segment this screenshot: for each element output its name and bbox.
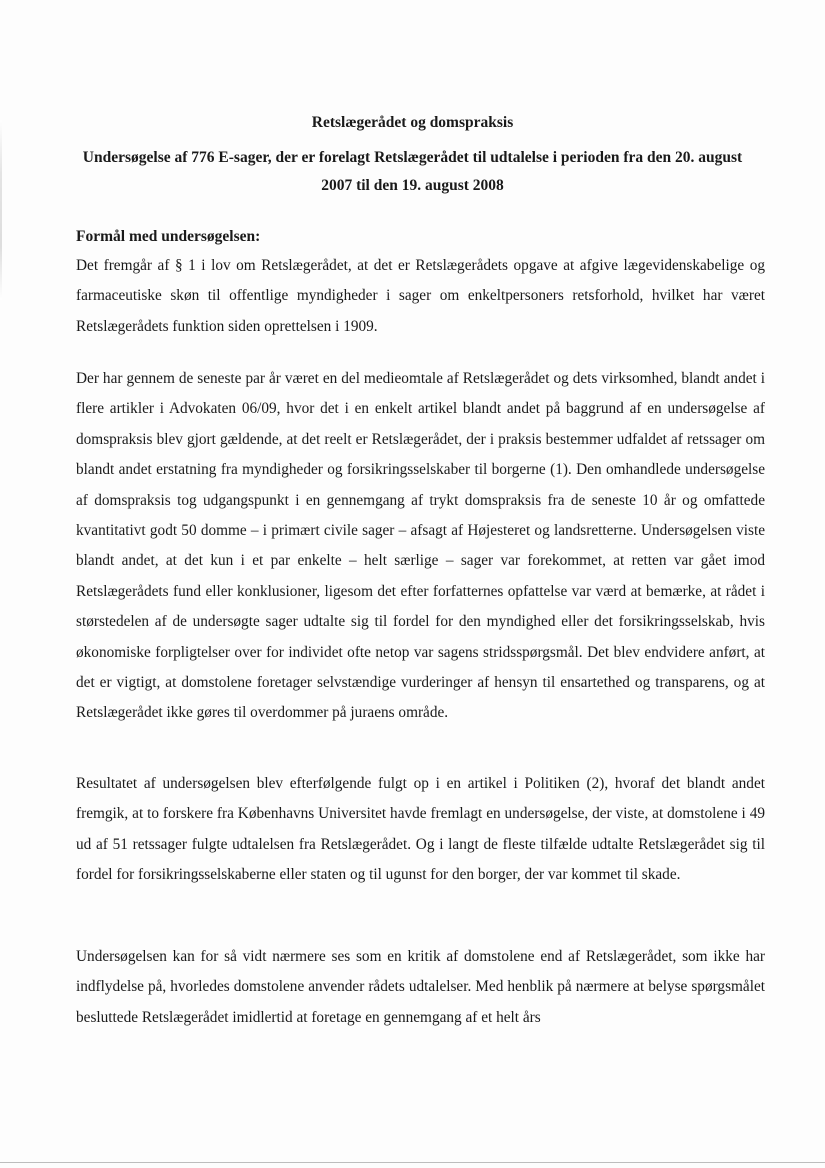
paragraph-review-decision: Undersøgelsen kan for så vidt nærmere ses som en kritik af domstolene end af Retslægerådet, som ikke har indflydelse på, hvorledes domstolene anvender rådets udtalelser. Med henblik på nærmere at belyse spørgsmålet besluttede Retslægerådet imidlertid at foretage en gennemgang af et helt års	[76, 948, 765, 1026]
document-subtitle: Undersøgelse af 776 E-sager, der er forelagt Retslægerådet til udtalelse i perioden fra den 20. august 2007 til den 19. august 2008	[82, 149, 743, 194]
scan-edge-line	[0, 1162, 825, 1163]
paragraph-media-coverage: Der har gennem de seneste par år været en del medieomtale af Retslægerådet og dets virksomhed, blandt andet i flere artikler i Advokaten 06/09, hvor det i en enkelt artikel blandt andet på baggrund af en undersøgelse af domspraksis blev gjort gældende, at det reelt er Retslægerådet, der i praksis bestemmer udfaldet af retssager om blandt andet erstatning fra myndigheder og forsikringsselskaber til borgerne (1). Den omhandlede undersøgelse af domspraksis tog udgangspunkt i en gennemgang af trykt domspraksis fra de seneste 10 år og omfattede kvantitativt godt 50 domme – i primært civile sager – afsagt af Højesteret og landsretterne. Undersøgelsen viste blandt andet, at det kun i et par enkelte – helt særlige – sager var forekommet, at retten var gået imod Retslægerådets fund eller konklusioner, ligesom det efter forfatternes opfattelse var værd at bemærke, at rådet i størstedelen af de undersøgte sager udtalte sig til fordel for den myndighed eller det forsikringsselskab, hvis økonomiske forpligtelser over for individet ofte netop var sagens stridsspørgsmål. Det blev endvidere anført, at det er vigtigt, at domstolene foretager selvstændige vurderinger af hensyn til ensartethed og transparens, og at Retslægerådet ikke gøres til overdommer på juraens område.	[76, 370, 765, 722]
paragraph-purpose: Det fremgår af § 1 i lov om Retslægerådet, at det er Retslægerådets opgave at afgive lægevidenskabelige og farmaceutiske skøn til offentlige myndigheder i sager om enkeltpersoners retsforhold, hvilket har været Retslægerådets funktion siden oprettelsen i 1909.	[76, 257, 765, 335]
section-heading: Formål med undersøgelsen:	[76, 228, 261, 245]
document-title: Retslægerådet og domspraksis	[311, 114, 514, 131]
paragraph-politiken-followup: Resultatet af undersøgelsen blev efterfølgende fulgt op i en artikel i Politiken (2), hvoraf det blandt andet fremgik, at to forskere fra Københavns Universitet havde fremlagt en undersøgelse, der viste, at domstolene i 49 ud af 51 retssager fulgte udtalelsen fra Retslægerådet. Og i langt de fleste tilfælde udtalte Retslægerådet sig til fordel for forsikringsselskaberne eller staten og til ugunst for den borger, der var kommet til skade.	[76, 775, 765, 884]
scan-edge-shadow	[0, 120, 2, 300]
